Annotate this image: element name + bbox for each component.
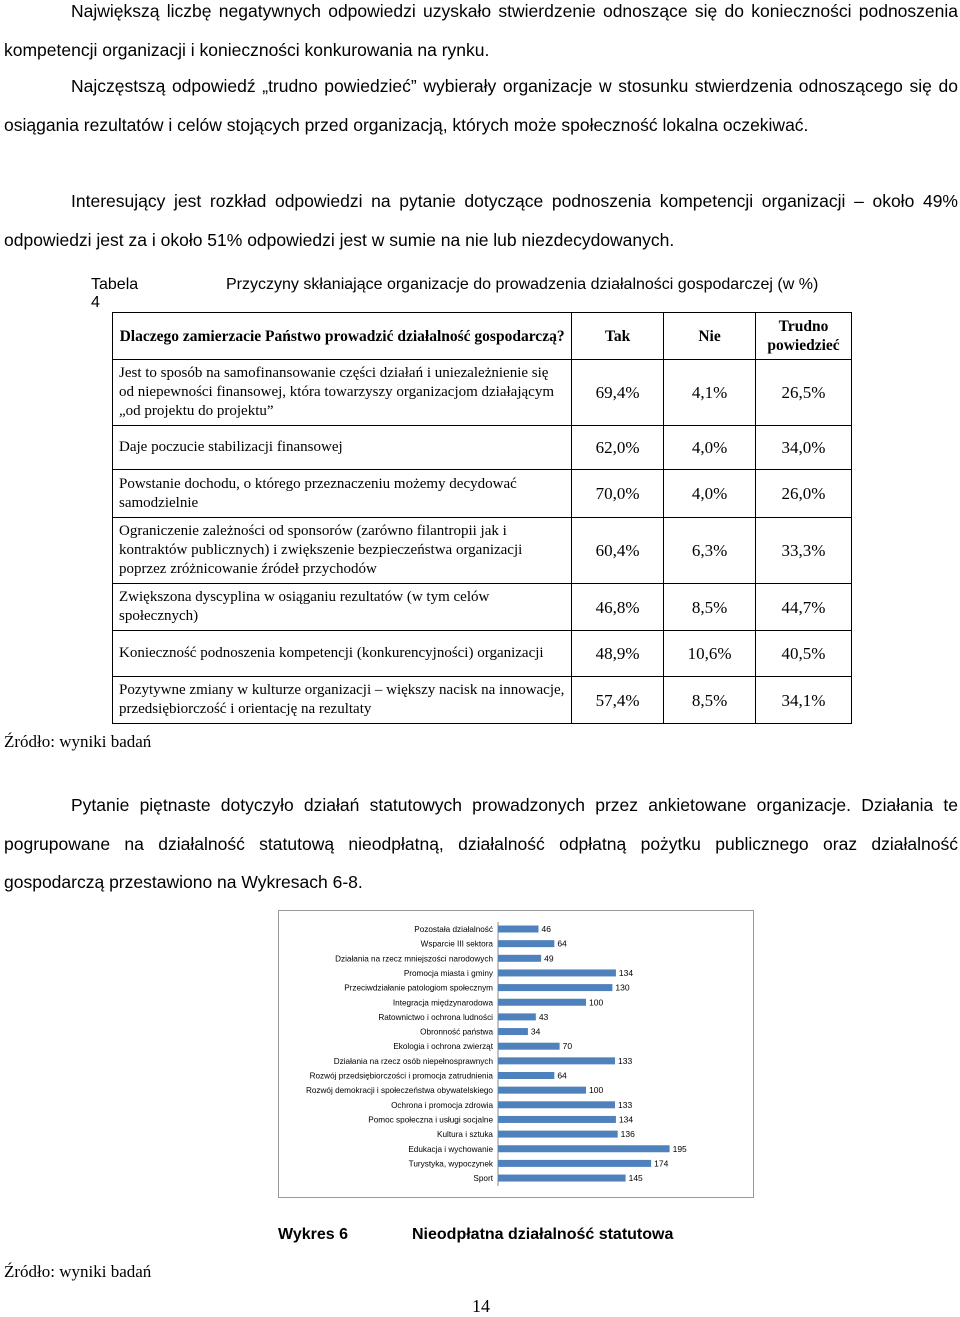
value-tak: 62,0% — [572, 426, 664, 470]
bar — [498, 1013, 536, 1020]
category-label: Przeciwdziałanie patologiom społecznym — [344, 983, 493, 993]
data-label: 43 — [538, 1011, 549, 1022]
value-trudno: 33,3% — [756, 518, 852, 584]
data-label: 100 — [589, 1085, 604, 1096]
value-tak: 60,4% — [572, 518, 664, 584]
data-label: 134 — [618, 967, 634, 978]
table-label: Tabela 4 — [91, 276, 139, 311]
value-trudno: 40,5% — [756, 631, 852, 677]
bar — [498, 984, 612, 991]
header-question: Dlaczego zamierzacie Państwo prowadzić działalność gospodarczą? — [113, 313, 572, 360]
category-label: Rozwój przedsiębiorczości i promocja zatrudnienia — [309, 1071, 493, 1081]
data-label: 100 — [589, 997, 604, 1008]
value-trudno: 44,7% — [756, 584, 852, 631]
data-label: 145 — [628, 1173, 643, 1184]
paragraph-3: Interesujący jest rozkład odpowiedzi na pytanie dotyczące podnoszenia kompetencji organizacji – około 49% odpowiedzi jest za i około 51% odpowiedzi jest w sumie na nie lub niezdecydowanych. — [4, 191, 958, 250]
bar — [498, 1116, 616, 1123]
source-note-chart: Źródło: wyniki badań — [4, 1262, 152, 1281]
table-row — [113, 426, 852, 470]
category-label: Ratownictwo i ochrona ludności — [378, 1012, 493, 1022]
value-tak: 46,8% — [572, 584, 664, 631]
bar — [498, 926, 538, 933]
value-tak: 70,0% — [572, 470, 664, 518]
category-label: Promocja miasta i gminy — [403, 968, 493, 978]
data-label: 70 — [562, 1041, 573, 1052]
data-label: 133 — [618, 1055, 633, 1066]
data-label: 174 — [654, 1158, 669, 1169]
bar — [498, 940, 554, 947]
value-tak: 57,4% — [572, 677, 664, 724]
bar — [498, 955, 541, 962]
table-row — [113, 518, 852, 584]
data-label: 46 — [541, 924, 551, 934]
bar — [498, 1145, 670, 1152]
bar — [498, 999, 586, 1006]
table-row — [113, 677, 852, 724]
data-label: 195 — [672, 1143, 687, 1154]
table-row — [113, 584, 852, 631]
bar — [498, 1072, 554, 1079]
table-title: Przyczyny skłaniające organizacje do prowadzenia działalności gospodarczej (w %) — [226, 276, 819, 293]
header-tak: Tak — [572, 313, 664, 360]
row-label: Ograniczenie zależności od sponsorów (zarówno filantropii jak i kontraktów publicznych) i zwiększenie bezpieczeństwa organizacji poprzez zróżnicowanie źródeł przychodów — [113, 518, 572, 584]
paragraph-2: Najczęstszą odpowiedź „trudno powiedzieć” wybierały organizacje w stosunku stwierdzenia odnoszącego się do osiągania rezultatów i celów stojących przed organizacją, których może społeczność lokalna oczekiwać. — [4, 76, 958, 135]
category-label: Kultura i sztuka — [437, 1130, 493, 1140]
data-label: 136 — [620, 1129, 635, 1140]
category-label: Działania na rzecz mniejszości narodowych — [335, 954, 493, 964]
value-tak: 69,4% — [572, 360, 664, 426]
source-note-table: Źródło: wyniki badań — [4, 732, 152, 751]
value-trudno: 34,1% — [756, 677, 852, 724]
category-label: Obronność państwa — [420, 1027, 493, 1037]
data-label: 134 — [618, 1114, 634, 1125]
row-label: Daje poczucie stabilizacji finansowej — [113, 426, 572, 470]
category-label: Ekologia i ochrona zwierząt — [393, 1042, 493, 1052]
paragraph-4: Pytanie piętnaste dotyczyło działań statutowych prowadzonych przez ankietowane organizacje. Działania te pogrupowane na działalność statutową nieodpłatną, działalność odpłatną pożytku publicznego oraz działalność gospodarczą przestawiono na Wykresach 6-8. — [4, 795, 958, 892]
category-label: Turystyka, wypoczynek — [408, 1159, 493, 1169]
value-nie: 10,6% — [664, 631, 756, 677]
value-nie: 8,5% — [664, 584, 756, 631]
data-label: 49 — [544, 953, 554, 964]
chart-container — [278, 910, 754, 1198]
table-row — [113, 631, 852, 677]
value-nie: 6,3% — [664, 518, 756, 584]
table-4 — [112, 312, 852, 724]
category-label: Rozwój demokracji i społeczeństwa obywatelskiego — [305, 1086, 493, 1096]
bar — [498, 1087, 586, 1094]
row-label: Zwiększona dyscyplina w osiąganiu rezultatów (w tym celów społecznych) — [113, 584, 572, 631]
row-label: Powstanie dochodu, o którego przeznaczeniu możemy decydować samodzielnie — [113, 470, 572, 518]
category-label: Sport — [473, 1174, 493, 1184]
table-row — [113, 360, 852, 426]
bar — [498, 1028, 528, 1035]
bar — [498, 1175, 626, 1182]
category-label: Pozostała działalność — [414, 925, 493, 934]
bar — [498, 1043, 560, 1050]
value-trudno: 34,0% — [756, 426, 852, 470]
data-label: 130 — [615, 982, 630, 993]
category-label: Integracja międzynarodowa — [392, 998, 493, 1008]
value-nie: 8,5% — [664, 677, 756, 724]
bar — [498, 1160, 651, 1167]
category-label: Wsparcie III sektora — [420, 939, 493, 949]
figure-label: Wykres 6 — [278, 1226, 348, 1243]
value-nie: 4,1% — [664, 360, 756, 426]
bar — [498, 1101, 615, 1108]
value-nie: 4,0% — [664, 426, 756, 470]
table-row — [113, 470, 852, 518]
category-label: Ochrona i promocja zdrowia — [391, 1100, 493, 1110]
row-label: Konieczność podnoszenia kompetencji (konkurencyjności) organizacji — [113, 631, 572, 677]
row-label: Jest to sposób na samofinansowanie części działań i uniezależnienie się od niepewności finansowej, która towarzyszy organizacjom działającym „od projektu do projektu” — [113, 360, 572, 426]
value-trudno: 26,5% — [756, 360, 852, 426]
value-tak: 48,9% — [572, 631, 664, 677]
data-label: 34 — [530, 1026, 541, 1037]
category-label: Działania na rzecz osób niepełnosprawnych — [333, 1056, 493, 1066]
category-label: Edukacja i wychowanie — [408, 1144, 493, 1154]
category-label: Pomoc społeczna i usługi socjalne — [368, 1115, 493, 1125]
bar-chart — [279, 911, 753, 1197]
paragraph-1: Największą liczbę negatywnych odpowiedzi uzyskało stwierdzenie odnoszące się do konieczności podnoszenia kompetencji organizacji i konieczności konkurowania na rynku. — [4, 1, 958, 60]
table-header-row — [113, 313, 852, 360]
bar — [498, 1131, 618, 1138]
data-label: 64 — [557, 938, 567, 949]
row-label: Pozytywne zmiany w kulturze organizacji – większy nacisk na innowacje, przedsiębiorczość i orientację na rezultaty — [113, 677, 572, 724]
data-label: 133 — [618, 1099, 633, 1110]
page-number: 14 — [472, 1296, 490, 1316]
figure-title: Nieodpłatna działalność statutowa — [412, 1226, 674, 1243]
bar — [498, 1057, 615, 1064]
value-nie: 4,0% — [664, 470, 756, 518]
data-label: 64 — [557, 1070, 567, 1081]
value-trudno: 26,0% — [756, 470, 852, 518]
header-trudno: Trudno powiedzieć — [756, 313, 852, 360]
header-nie: Nie — [664, 313, 756, 360]
bar — [498, 969, 616, 976]
